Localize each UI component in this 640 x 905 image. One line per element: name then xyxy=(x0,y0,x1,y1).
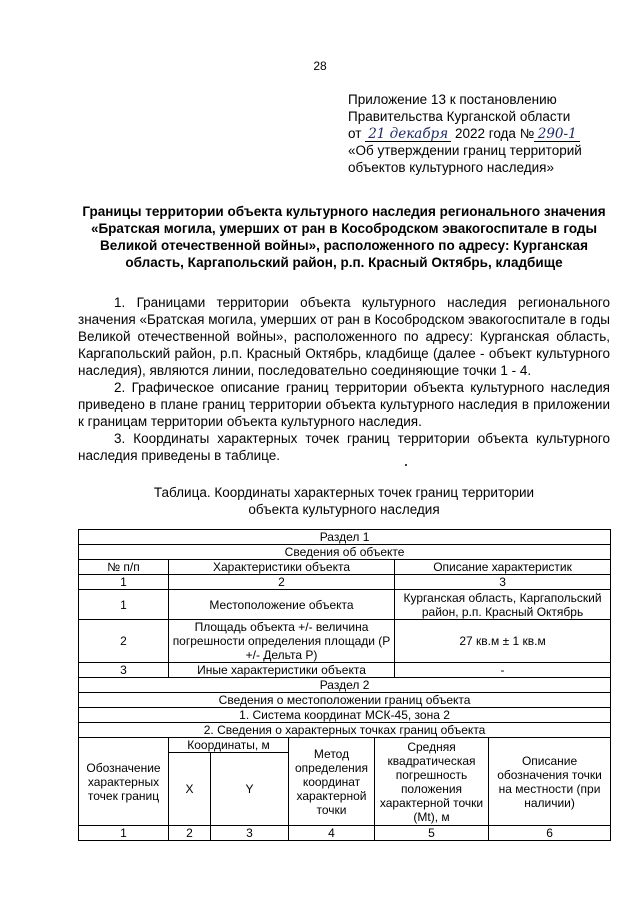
table-caption-line: Таблица. Координаты характерных точек границ территории xyxy=(153,485,535,500)
table-row xyxy=(79,708,611,723)
row-num: 2 xyxy=(79,620,169,663)
column-number-row xyxy=(79,575,611,590)
col-number: 2 xyxy=(169,575,395,590)
col-number: 4 xyxy=(289,826,375,841)
table-row xyxy=(79,693,611,708)
coordinate-system: 1. Система координат МСК-45, зона 2 xyxy=(79,708,611,723)
handwritten-date: 21 декабря xyxy=(365,127,451,142)
points-header-row xyxy=(79,738,611,753)
paragraph: 3. Координаты характерных точек границ территории объекта культурного наследия приведены в таблице. xyxy=(78,431,610,463)
col-number: 5 xyxy=(375,826,489,841)
table-caption xyxy=(78,484,610,518)
header-description: Описание характеристик xyxy=(395,560,611,575)
header-x: X xyxy=(169,753,211,826)
points-column-number-row xyxy=(79,826,611,841)
number-sign: № xyxy=(519,126,535,141)
header-error: Средняя квадратическая погрешность положения характерной точки (Mt), м xyxy=(375,738,489,826)
appendix-header xyxy=(348,91,608,176)
appendix-line: Приложение 13 к постановлению xyxy=(348,92,557,107)
row-num: 3 xyxy=(79,663,169,678)
section-2-heading: Раздел 2 xyxy=(79,678,611,693)
row-description: Курганская область, Каргапольский район, р.п. Красный Октябрь xyxy=(395,590,611,620)
table-row xyxy=(79,545,611,560)
body-text xyxy=(78,294,610,464)
handwritten-number: 290-1 xyxy=(534,127,580,142)
col-number: 1 xyxy=(79,826,169,841)
row-characteristic: Площадь объекта +/- величина погрешности определения площади (Р +/- Дельта Р) xyxy=(169,620,395,663)
date-prefix: от xyxy=(348,126,362,141)
row-description: 27 кв.м ± 1 кв.м xyxy=(395,620,611,663)
row-characteristic: Иные характеристики объекта xyxy=(169,663,395,678)
document-title: Границы территории объекта культурного наследия регионального значения «Братская могила, умерших от ран в Кособродском эвакогоспитале в годы Великой отечественной войны», расположенного по адресу: Курганская область, Каргапольский район, р.п. Красный Октябрь, кладбище xyxy=(82,204,606,270)
appendix-line: Правительства Курганской области xyxy=(348,109,571,124)
table-row xyxy=(79,723,611,738)
page-number: 28 xyxy=(313,59,327,73)
points-info-heading: 2. Сведения о характерных точках границ объекта xyxy=(79,723,611,738)
row-characteristic: Местоположение объекта xyxy=(169,590,395,620)
appendix-subject: «Об утверждении границ территорий xyxy=(348,143,582,158)
location-info-heading: Сведения о местоположении границ объекта xyxy=(79,693,611,708)
paragraph: 2. Графическое описание границ территории объекта культурного наследия приведено в плане границ территории объекта культурного наследия в приложении к границам территории объекта культурного наследия. xyxy=(78,380,610,429)
header-designation: Обозначение характерных точек границ xyxy=(79,738,169,826)
header-characteristics: Характеристики объекта xyxy=(169,560,395,575)
object-info-heading: Сведения об объекте xyxy=(79,545,611,560)
header-coordinates: Координаты, м xyxy=(169,738,289,753)
table-header-row xyxy=(79,560,611,575)
col-number: 3 xyxy=(395,575,611,590)
col-number: 2 xyxy=(169,826,211,841)
header-point-description: Описание обозначения точки на местности (при наличии) xyxy=(489,738,611,826)
paragraph: 1. Границами территории объекта культурного наследия регионального значения «Братская могила, умерших от ран в Кособродском эвакогоспитале в годы Великой отечественной войны», расположенного по адресу: Курганская область, Каргапольский район, р.п. Красный Октябрь, кладбище (далее - объект культурного наследия), являются линии, последовательно соединяющие точки 1 - 4. xyxy=(78,295,610,378)
row-num: 1 xyxy=(79,590,169,620)
table-row xyxy=(79,663,611,678)
col-number: 1 xyxy=(79,575,169,590)
stray-dot xyxy=(405,464,407,466)
coordinates-table xyxy=(78,529,611,841)
header-y: Y xyxy=(211,753,289,826)
section-1-heading: Раздел 1 xyxy=(79,530,611,545)
table-caption-line: объекта культурного наследия xyxy=(248,502,440,517)
appendix-subject: объектов культурного наследия» xyxy=(348,160,554,175)
year-text: 2022 года xyxy=(454,126,516,141)
table-row xyxy=(79,590,611,620)
appendix-date-line xyxy=(348,125,608,142)
col-number: 6 xyxy=(489,826,611,841)
table-row xyxy=(79,530,611,545)
header-method: Метод определения координат характерной точки xyxy=(289,738,375,826)
table-row xyxy=(79,678,611,693)
header-num: № п/п xyxy=(79,560,169,575)
col-number: 3 xyxy=(211,826,289,841)
table-row xyxy=(79,620,611,663)
row-description: - xyxy=(395,663,611,678)
